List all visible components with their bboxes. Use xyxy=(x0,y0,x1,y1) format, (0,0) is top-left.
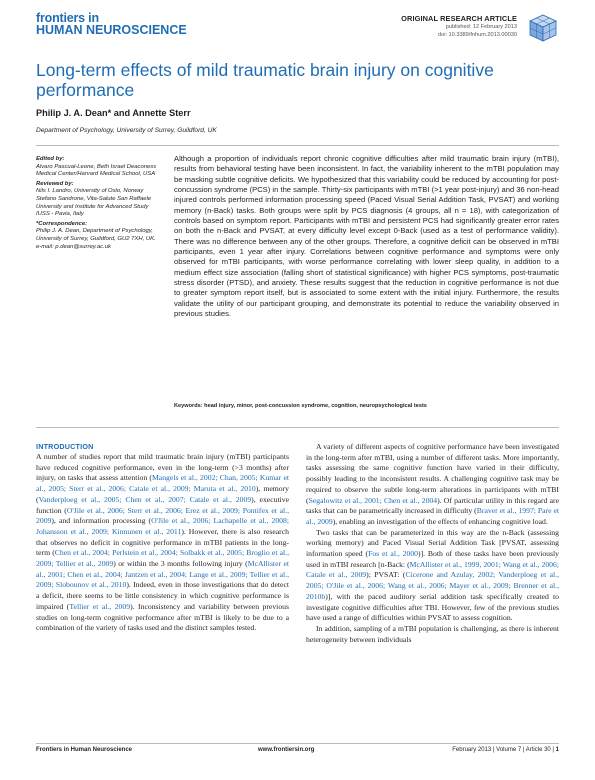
body-column-right xyxy=(306,442,559,645)
page-footer xyxy=(36,747,559,759)
footer-journal: Frontiers in Human Neuroscience xyxy=(36,747,133,753)
citation-link[interactable]: O'Jile et al., 2006; Lachapelle et al., 2008; Johansson et al., 2009; Kinnunen et al., 2011 xyxy=(36,516,289,536)
cube-stack-icon xyxy=(527,12,559,44)
paragraph: A variety of different aspects of cognitive performance have been investigated in the long-term after mTBI, using a number of different tasks. More importantly, tasks assessing the same cognitive function have varied in their difficulty, possibly leading to the inconsistent results. A challenging cognitive task may be required to observe the subtle long-term alterations in participants with mTBI (Segalowitz et al., 2001; Chen et al., 2004). Of particular utility in this regard are tasks that can be parametrically increased in difficulty (Braver et al., 1997; Pare et al., 2009), enabling an investigation of the effects of enhancing cognitive load. xyxy=(306,442,560,526)
citation-link[interactable]: Braver et al., 1997; Pare et al., 2009 xyxy=(306,506,560,526)
body-column-left xyxy=(36,442,289,634)
reviewer: Stefano Sandrone, Vita-Salute San Raffaele University and Institute for Advanced Study IUSS - Pavia, Italy xyxy=(36,195,152,218)
citation-link[interactable]: Segalowitz et al., 2001; Chen et al., 2004 xyxy=(308,495,438,505)
reviewer: Nils I. Landro, University of Oslo, Norway xyxy=(36,188,144,195)
doi[interactable]: doi: 10.3389/fnhum.2013.00030 xyxy=(437,32,517,38)
section-heading: INTRODUCTION xyxy=(36,442,94,451)
divider xyxy=(36,427,559,428)
citation-link[interactable]: Cicerone and Azulay, 2002; Vanderploeg et al., 2005; O'Jile et al., 2006; Wang et al., 2006; Mayer et al., 2009; Brenner et al., 2010b xyxy=(306,570,560,601)
author-list[interactable]: Philip J. A. Dean* and Annette Sterr xyxy=(36,108,191,118)
editorial-sidebar xyxy=(36,156,161,253)
citation-link[interactable]: Mangels et al., 2002; Chan, 2005; Kumar et al., 2005; Sterr et al., 2006; Catale et al., 2009; Maruta et al., 2010 xyxy=(36,473,290,494)
citation-link[interactable]: McAllister et al., 2001; Chen et al., 2004; Jantzen et al., 2004; Lange et al., 2009; Tellier et al., 2009; Slobounov et al., 2010 xyxy=(36,559,289,590)
page-header xyxy=(36,12,559,52)
keywords-list: head injury, minor, post-concussion syndrome, cognition, neuropsychological tests xyxy=(204,403,427,409)
correspondence-address: Philip J. A. Dean, Department of Psychology, University of Surrey, Guildford, GU2 7XH, UK. xyxy=(36,228,156,242)
keywords-label: Keywords: xyxy=(174,403,203,409)
footer-website-link[interactable]: www.frontiersin.org xyxy=(258,747,315,753)
citation-link[interactable]: Fos et al., 2000 xyxy=(368,549,419,559)
citation-link[interactable]: Chen et al., 2004; Perlstein et al., 2004; Solbakk et al., 2005; Broglio et al., 2009; Tellier et al., 2009 xyxy=(36,548,289,569)
divider xyxy=(36,145,559,146)
reviewed-by-label: Reviewed by: xyxy=(36,180,74,187)
journal-logo[interactable] xyxy=(36,12,187,37)
keywords xyxy=(174,403,559,409)
editor: Alvaro Pascual-Leone, Beth Israel Deaconess Medical Center/Harvard Medical School, USA xyxy=(36,163,157,178)
published-date: published: 12 February 2013 xyxy=(445,24,517,30)
logo-line2: HUMAN NEUROSCIENCE xyxy=(36,23,187,37)
article-title: Long-term effects of mild traumatic brain injury on cognitive performance xyxy=(36,60,494,100)
affiliation: Department of Psychology, University of Surrey, Guildford, UK xyxy=(36,127,217,134)
paragraph: Two tasks that can be parameterized in this way are the n-Back (assessing working memory) and Paced Visual Serial Addition Task [PVSAT, assessing information speed (Fos et al., 2000)]. Both of these tasks have been previously used in mTBI research [n-Back: (McAllister et al., 1999, 2001; Wang et al., 2006; Catale et al., 2009); PVSAT: (Cicerone and Azulay, 2002; Vanderploeg et al., 2005; O'Jile et al., 2006; Wang et al., 2006; Mayer et al., 2009; Brenner et al., 2010b)], with the paced auditory serial addition task specifically created to investigate cognitive difficulties after TBI. However, few of the previous studies have used a range of difficulties within PVSAT to assess cognition. xyxy=(306,527,560,623)
footer-issue-text: February 2013 | Volume 7 | Article 30 | xyxy=(452,747,554,753)
article-type: ORIGINAL RESEARCH ARTICLE xyxy=(401,14,517,23)
correspondence-email[interactable]: e-mail: p.dean@surrey.ac.uk xyxy=(36,243,111,250)
abstract: Although a proportion of individuals report chronic cognitive difficulties after mild traumatic brain injury (mTBI), results from behavioral testing have been inconsistent. In fact, the variability inherent to the mTBI population may be masking subtle cognitive deficits. We hypothesized that this variability could be reduced by accounting for post-concussion syndrome (PCS) in the sample. Thirty-six participants with mTBI (>1 year post-injury) and 36 non-head injured controls performed information processing speed (Paced Visual Serial Addition Task, PVSAT) and working memory (n-Back) tasks. Both groups were split by PCS diagnosis (4 groups, all n = 18), with categorization of controls based on symptom report. Participants with mTBI and persistent PCS had significantly greater error rates on both the n-Back and PVSAT, at every difficulty level except 0-Back (used as a test of performance validity). There was no difference between any of the other groups. Therefore, a cognitive deficit can be observed in mTBI participants, even 1 year after injury. Correlations between cognitive performance and symptoms were only observed for mTBI participants, with worse performance correlating with lower sleep quality, in addition to a medium effect size association (falling short of statistical significance) with higher PCS symptoms, post-traumatic stress disorder (PTSD), and anxiety. These results suggest that the reduction in cognitive performance is not due to greater symptom report itself, but is associated to some extent with the initial injury. Furthermore, the results validate the utility of our participant grouping, and demonstrate its potential to reduce the variability observed in previous studies. xyxy=(174,154,559,319)
citation-link[interactable]: McAllister et al., 1999, 2001; Wang et al., 2006; Catale et al., 2009 xyxy=(306,559,560,580)
correspondence-label: *Correspondence: xyxy=(36,220,88,227)
paragraph: A number of studies report that mild traumatic brain injury (mTBI) participants have reduced cognitive performance, even in the long-term (>3 months) after injury, on tasks that assess attention (Mangels et al., 2002; Chan, 2005; Kumar et al., 2005; Sterr et al., 2006; Catale et al., 2009; Maruta et al., 2010), memory (Vanderploeg et al., 2005; Chen et al., 2007; Catale et al., 2009), executive function (O'Jile et al., 2006; Sterr et al., 2006; Erez et al., 2009; Pontifex et al., 2009), and information processing (O'Jile et al., 2006; Lachapelle et al., 2008; Johansson et al., 2009; Kinnunen et al., 2011). However, there is also research that observes no deficit in cognitive performance in mTBI patients in the long-term (Chen et al., 2004; Perlstein et al., 2004; Solbakk et al., 2005; Broglio et al., 2009; Tellier et al., 2009) or within the 3 months following injury (McAllister et al., 2001; Chen et al., 2004; Jantzen et al., 2004; Lange et al., 2009; Tellier et al., 2009; Slobounov et al., 2010). Indeed, even in those investigations that do detect a deficit, there seems to be little consistency in which cognitive performance is impaired (Tellier et al., 2009). Inconsistency and variability between previous studies on long-term cognitive performance after mTBI is likely to be due to a combination of the variety of tasks used and the distinct samples tested. xyxy=(36,452,290,633)
page-number: 1 xyxy=(555,747,559,753)
citation-link[interactable]: O'Jile et al., 2006; Sterr et al., 2006; Erez et al., 2009; Pontifex et al., 2009 xyxy=(36,505,289,526)
edited-by-label: Edited by: xyxy=(36,156,65,162)
paragraph: In addition, sampling of a mTBI population is challenging, as there is inherent heterogeneity between individuals xyxy=(306,623,559,644)
article-meta xyxy=(401,14,517,39)
logo-line1: frontiers in xyxy=(36,11,99,25)
citation-link[interactable]: Tellier et al., 2009 xyxy=(69,601,131,611)
divider xyxy=(36,743,559,744)
footer-issue xyxy=(452,747,559,753)
citation-link[interactable]: Vanderploeg et al., 2005; Chen et al., 2007; Catale et al., 2009 xyxy=(38,494,252,504)
